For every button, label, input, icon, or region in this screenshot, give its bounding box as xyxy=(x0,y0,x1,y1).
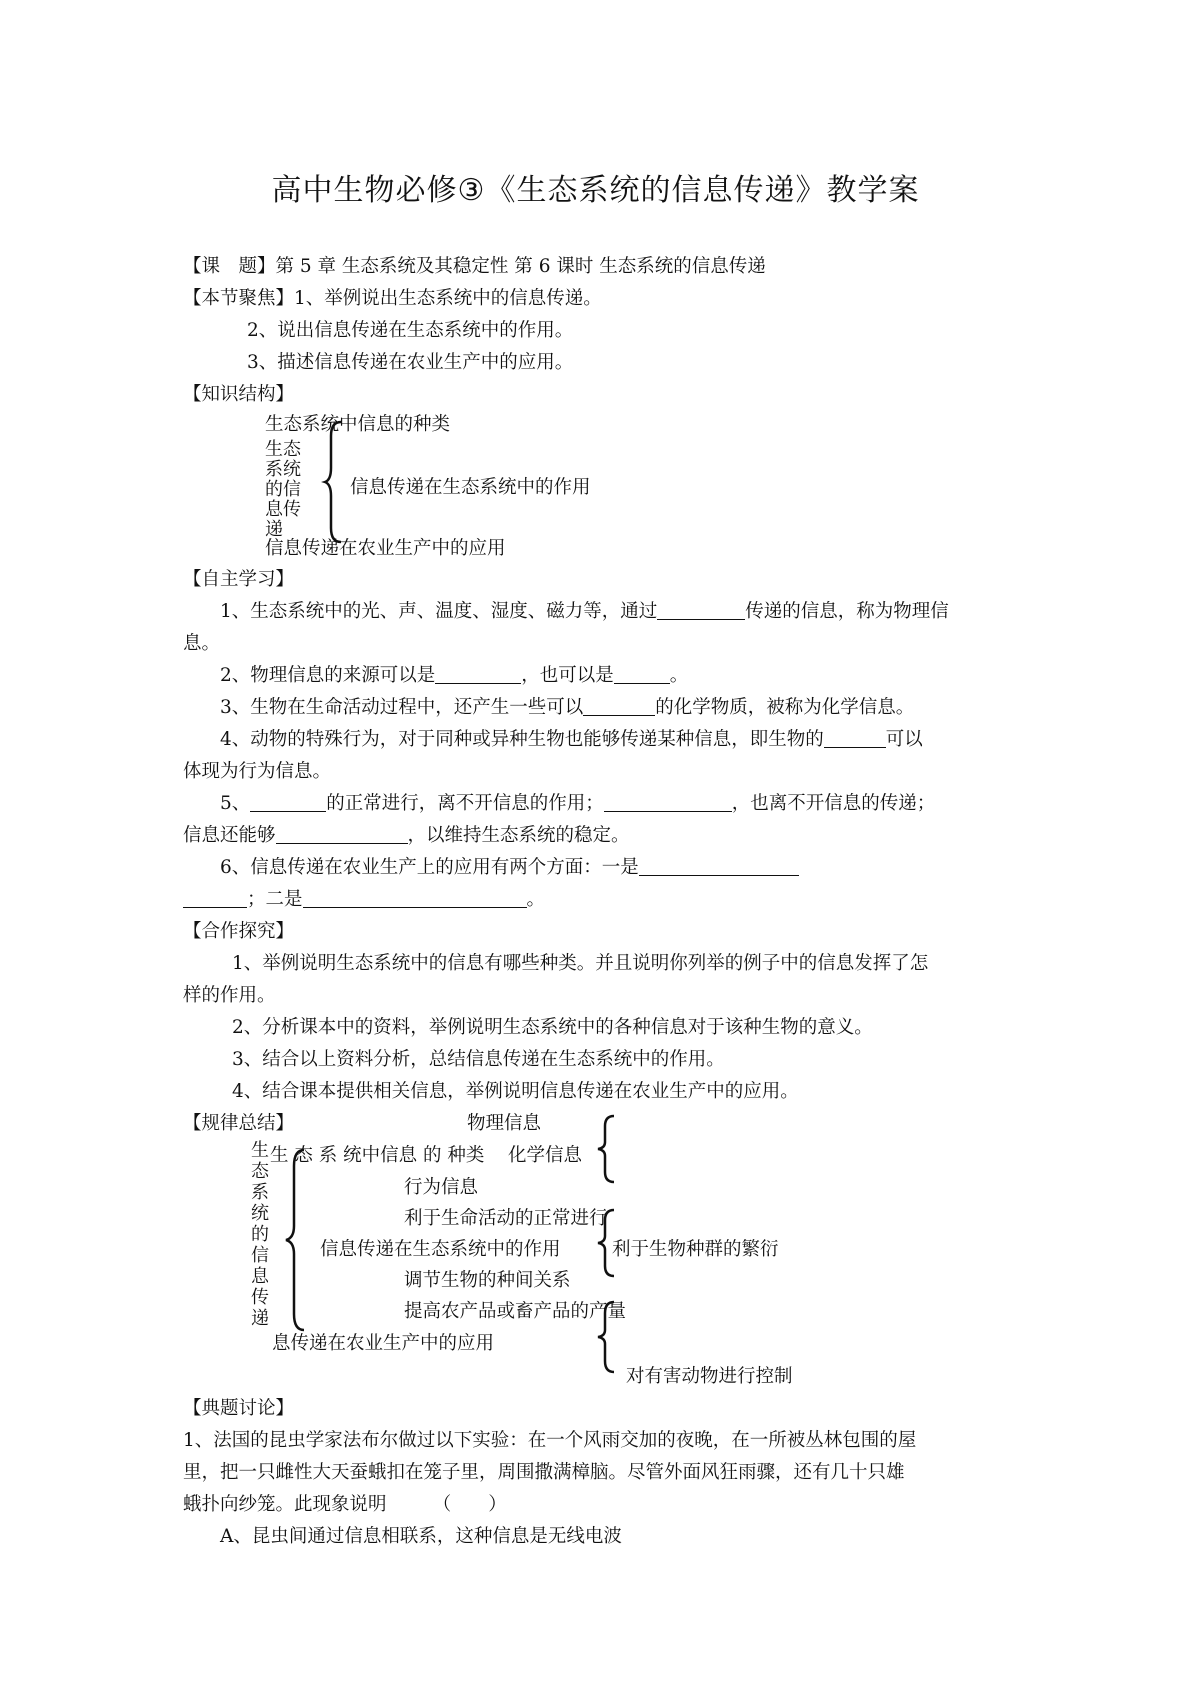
q-text: 3、生物在生命活动过程中，还产生一些可以 xyxy=(220,697,584,718)
structure-label: 【知识结构】 xyxy=(183,384,295,405)
structure-branch: 生态系统中信息的种类 xyxy=(265,414,451,435)
q-text: 4、动物的特殊行为，对于同种或异种生物也能够传递某种信息，即生物的 xyxy=(220,729,824,750)
self-study-q4 xyxy=(220,728,923,752)
typical-label: 【典题讨论】 xyxy=(183,1398,295,1419)
q-text: 传递的信息，称为物理信 xyxy=(745,601,949,622)
answer-blank[interactable] xyxy=(583,697,655,716)
focus-label: 【本节聚焦】 xyxy=(183,288,295,309)
coop-label: 【合作探究】 xyxy=(183,921,295,942)
summary-app: 对有害动物进行控制 xyxy=(626,1366,793,1387)
typical-option-a: A、昆虫间通过信息相联系，这种信息是无线电波 xyxy=(220,1526,622,1547)
coop-q1: 1、举例说明生态系统中的信息有哪些种类。并且说明你列举的例子中的信息发挥了怎 xyxy=(232,953,929,974)
q-text: 。 xyxy=(526,889,546,910)
q-text: 1、生态系统中的光、声、温度、湿度、磁力等，通过 xyxy=(220,601,658,622)
q-text: ；二是 xyxy=(247,889,303,910)
self-study-q3 xyxy=(220,696,914,720)
summary-app: 提高农产品或畜产品的产量 xyxy=(404,1301,627,1322)
structure-branch: 信息传递在生态系统中的作用 xyxy=(350,477,591,498)
answer-blank[interactable] xyxy=(183,889,247,908)
summary-apps-label: 息传递在农业生产中的应用 xyxy=(272,1333,495,1354)
answer-blank[interactable] xyxy=(303,889,527,908)
summary-kind: 化学信息 xyxy=(508,1145,583,1166)
summary-kinds-label: 生 态 系 统中信息 的 种类 xyxy=(270,1145,485,1166)
self-study-label: 【自主学习】 xyxy=(183,569,295,590)
self-study-q2 xyxy=(220,664,688,688)
summary-kind: 物理信息 xyxy=(467,1113,542,1134)
q-text: 的正常进行，离不开信息的作用； xyxy=(326,793,604,814)
focus-item: 3、描述信息传递在农业生产中的应用。 xyxy=(247,352,574,373)
q-text: 体现为行为信息。 xyxy=(183,761,332,782)
topic-label: 【课 题】 xyxy=(183,256,276,277)
summary-role: 利于生命活动的正常进行 xyxy=(404,1208,608,1229)
summary-kind: 行为信息 xyxy=(404,1177,479,1198)
answer-blank[interactable] xyxy=(435,665,521,684)
self-study-q6 xyxy=(220,856,799,880)
typical-q1-cont: 里，把一只雌性大天蚕蛾扣在笼子里，周围撒满樟脑。尽管外面风狂雨骤，还有几十只雄 xyxy=(183,1462,905,1483)
self-study-q5 xyxy=(220,792,935,816)
typical-q1: 1、法国的昆虫学家法布尔做过以下实验：在一个风雨交加的夜晚，在一所被丛林包围的屋 xyxy=(183,1430,917,1451)
q-text: 2、物理信息的来源可以是 xyxy=(220,665,436,686)
summary-label: 【规律总结】 xyxy=(183,1113,295,1134)
q-text: 的化学物质，被称为化学信息。 xyxy=(655,697,915,718)
answer-blank[interactable] xyxy=(604,793,732,812)
q-text: 息。 xyxy=(183,633,221,654)
summary-role: 调节生物的种间关系 xyxy=(404,1270,571,1291)
q-text: ，也可以是 xyxy=(521,665,614,686)
q-text: 。 xyxy=(669,665,689,686)
summary-kinds-brace xyxy=(598,1116,616,1182)
page-title: 高中生物必修③《生态系统的信息传递》教学案 xyxy=(271,173,920,208)
focus-item: 1、举例说出生态系统中的信息传递。 xyxy=(294,288,602,309)
self-study-q1 xyxy=(220,600,949,624)
self-study-q5-cont xyxy=(183,824,630,848)
topic-line xyxy=(183,255,766,279)
self-study-q6-cont xyxy=(183,888,545,912)
q-text: ，也离不开信息的传递； xyxy=(731,793,936,814)
answer-blank[interactable] xyxy=(657,601,745,620)
coop-q3: 3、结合以上资料分析，总结信息传递在生态系统中的作用。 xyxy=(232,1049,725,1070)
answer-blank[interactable] xyxy=(250,793,326,812)
q-text: 5、 xyxy=(220,793,251,814)
coop-q4: 4、结合课本提供相关信息，举例说明信息传递在农业生产中的应用。 xyxy=(232,1081,799,1102)
focus-line-1 xyxy=(183,287,602,311)
summary-roles-label: 信息传递在生态系统中的作用 xyxy=(320,1239,561,1260)
answer-blank[interactable] xyxy=(639,857,799,876)
coop-q2: 2、分析课本中的资料，举例说明生态系统中的各种信息对于该种生物的意义。 xyxy=(232,1017,873,1038)
structure-brace xyxy=(325,422,345,542)
topic-text: 第 5 章 生态系统及其稳定性 第 6 课时 生态系统的信息传递 xyxy=(275,256,766,277)
q-text: 可以 xyxy=(885,729,923,750)
typical-q1-cont: 蛾扑向纱笼。此现象说明 （ ） xyxy=(183,1494,507,1515)
summary-apps-brace xyxy=(598,1302,616,1372)
q-text: ，以维持生态系统的稳定。 xyxy=(407,825,630,846)
answer-blank[interactable] xyxy=(614,665,670,684)
structure-branch: 信息传递在农业生产中的应用 xyxy=(265,538,506,559)
structure-root: 生态系统的信息传递 xyxy=(265,439,301,540)
q-text: 6、信息传递在农业生产上的应用有两个方面：一是 xyxy=(220,857,639,878)
answer-blank[interactable] xyxy=(276,825,408,844)
focus-item: 2、说出信息传递在生态系统中的作用。 xyxy=(247,320,574,341)
coop-q1-cont: 样的作用。 xyxy=(183,985,276,1006)
summary-role: 利于生物种群的繁衍 xyxy=(612,1239,779,1260)
summary-root: 生态系统的信息传递 xyxy=(251,1140,269,1329)
summary-root-brace xyxy=(286,1150,308,1330)
q-text: 信息还能够 xyxy=(183,825,276,846)
answer-blank[interactable] xyxy=(824,729,886,748)
